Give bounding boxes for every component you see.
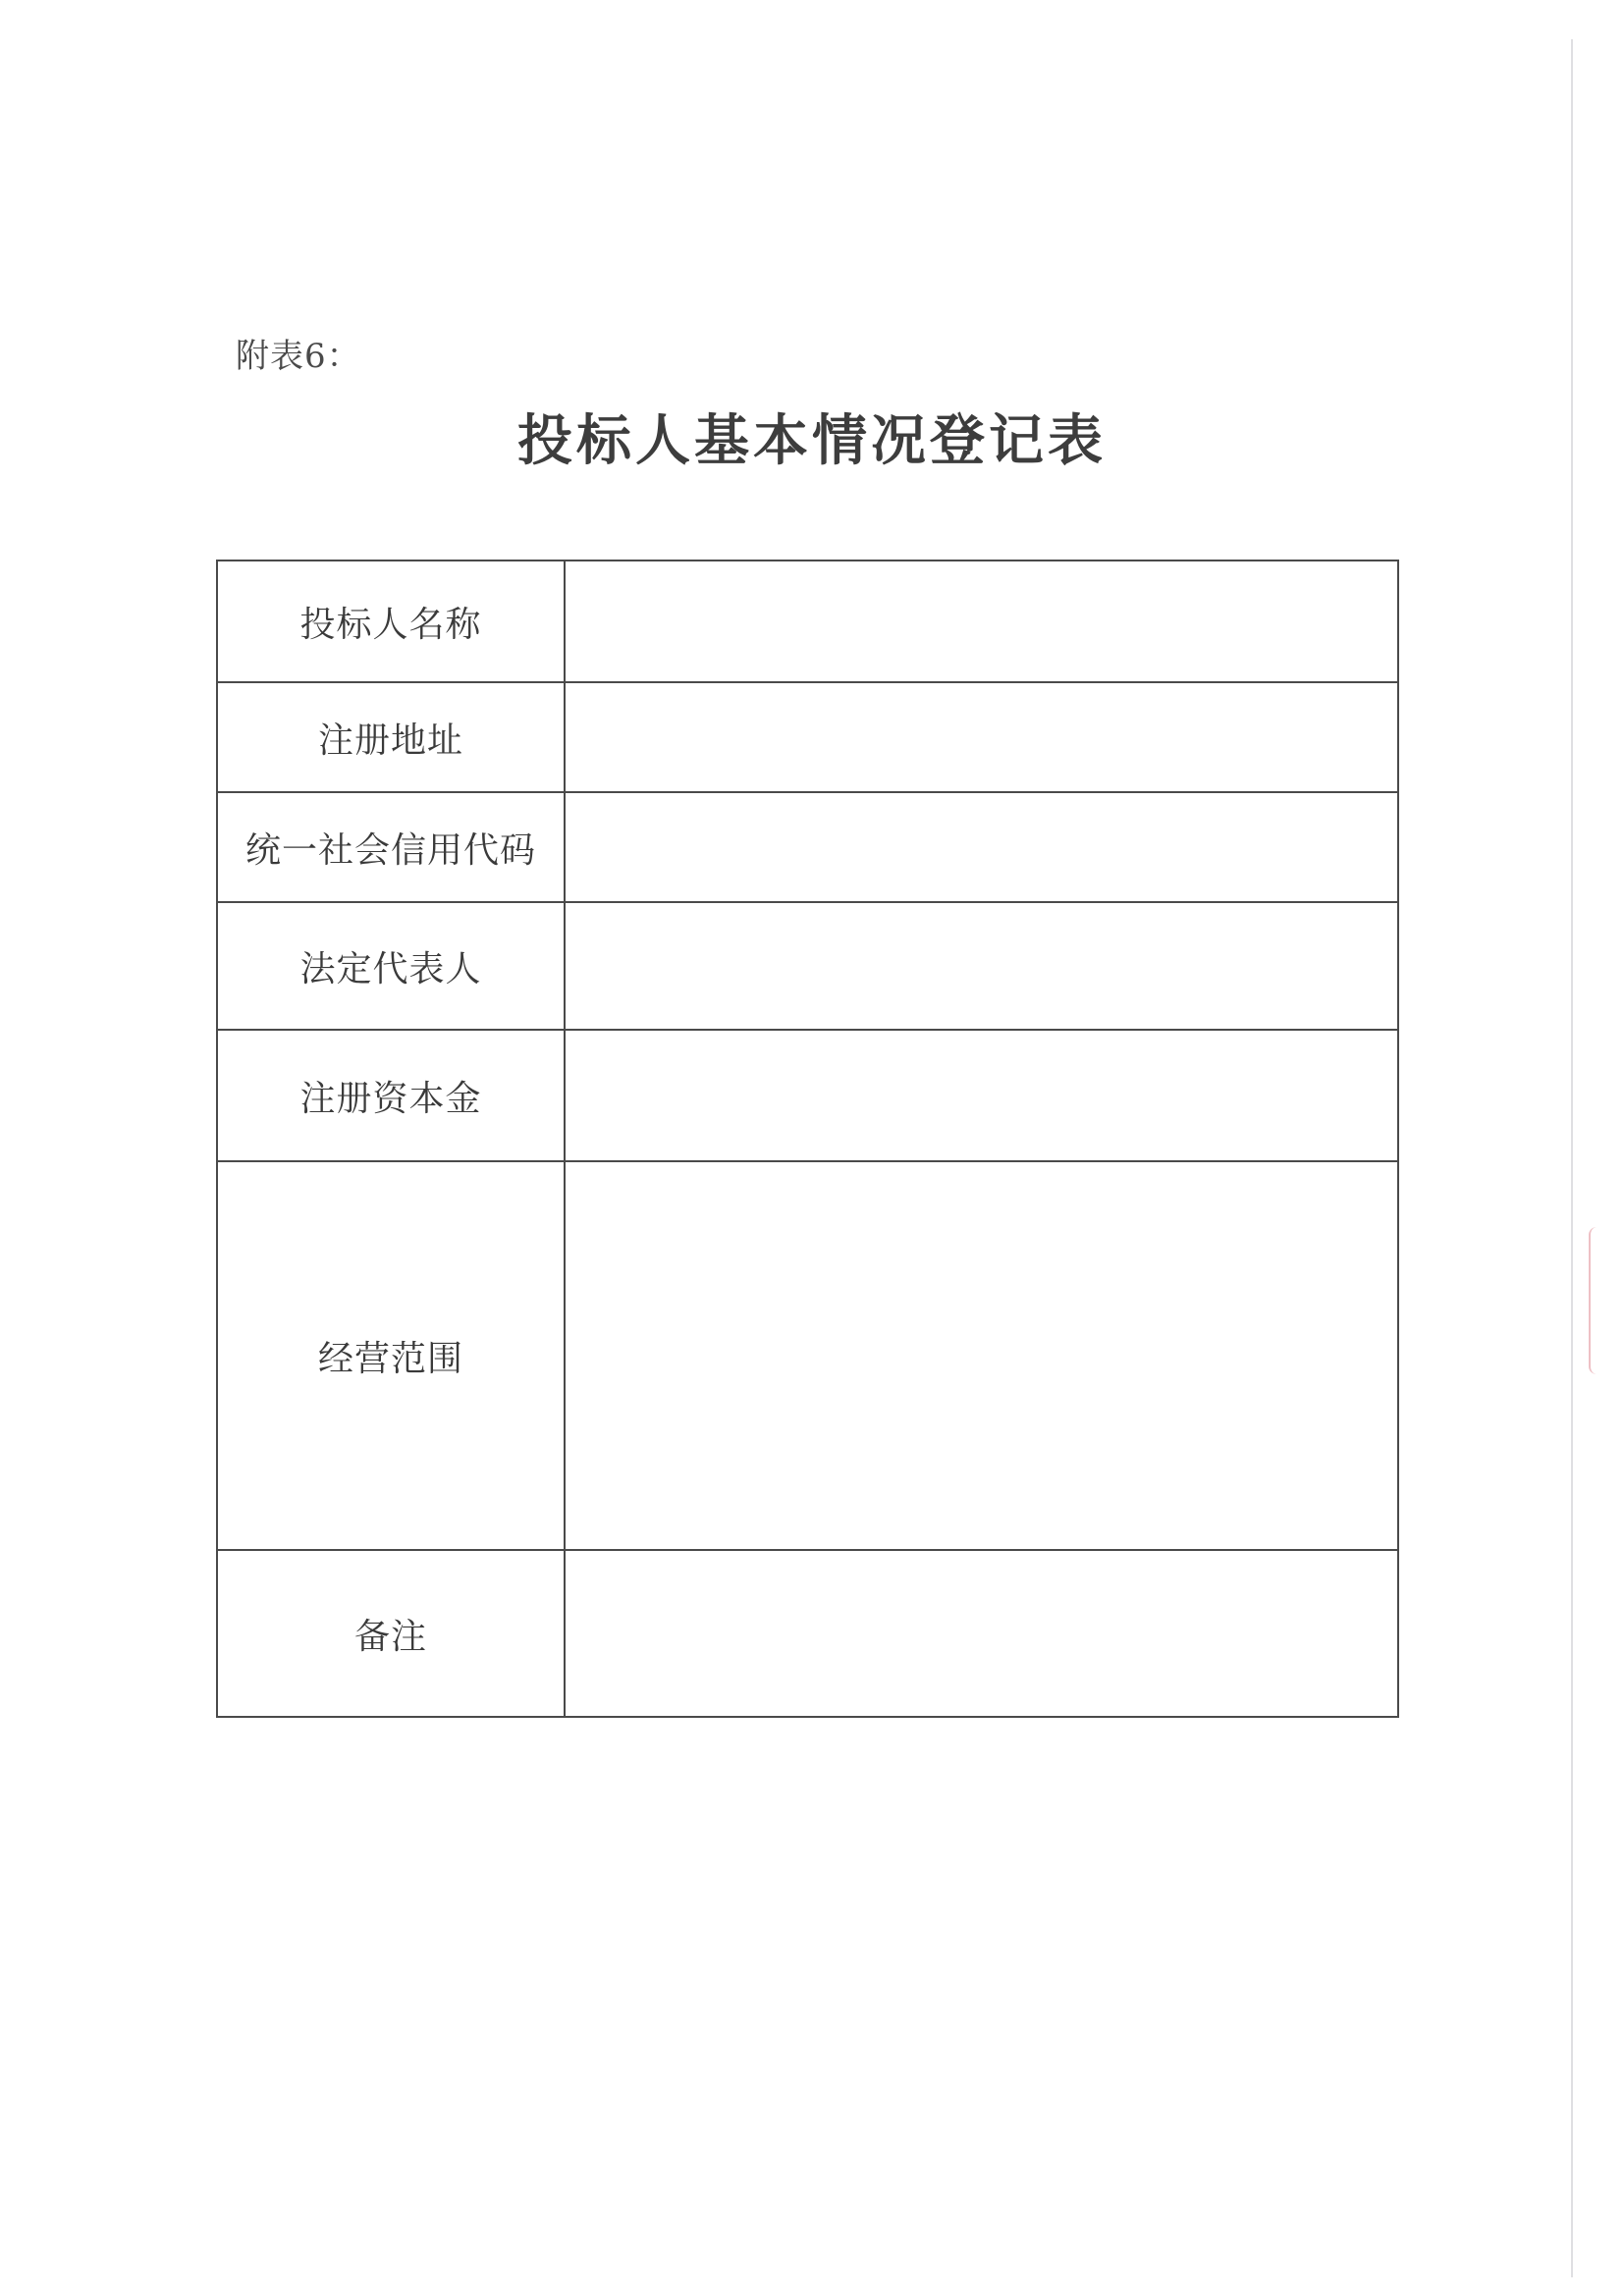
field-label-business-scope: 经营范围 [217, 1161, 565, 1550]
field-label-registered-address: 注册地址 [217, 682, 565, 792]
registration-form-table [216, 560, 1399, 1718]
field-label-bidder-name: 投标人名称 [217, 561, 565, 682]
field-value-bidder-name[interactable] [565, 561, 1398, 682]
table-row [217, 561, 1398, 682]
field-value-business-scope[interactable] [565, 1161, 1398, 1550]
field-value-remarks[interactable] [565, 1550, 1398, 1717]
field-label-remarks: 备注 [217, 1550, 565, 1717]
scan-edge-line [1571, 39, 1573, 2277]
table-row [217, 682, 1398, 792]
page-title: 投标人基本情况登记表 [517, 408, 1107, 473]
table-row [217, 792, 1398, 902]
field-label-registered-capital: 注册资本金 [217, 1030, 565, 1161]
field-value-registered-address[interactable] [565, 682, 1398, 792]
field-value-legal-representative[interactable] [565, 902, 1398, 1030]
table-row [217, 1550, 1398, 1717]
field-value-credit-code[interactable] [565, 792, 1398, 902]
field-value-registered-capital[interactable] [565, 1030, 1398, 1161]
field-label-legal-representative: 法定代表人 [217, 902, 565, 1030]
seal-fragment [1589, 1227, 1604, 1374]
attachment-label: 附表6： [236, 337, 361, 376]
table-row [217, 1161, 1398, 1550]
field-label-credit-code: 统一社会信用代码 [217, 792, 565, 902]
table-row [217, 902, 1398, 1030]
table-row [217, 1030, 1398, 1161]
